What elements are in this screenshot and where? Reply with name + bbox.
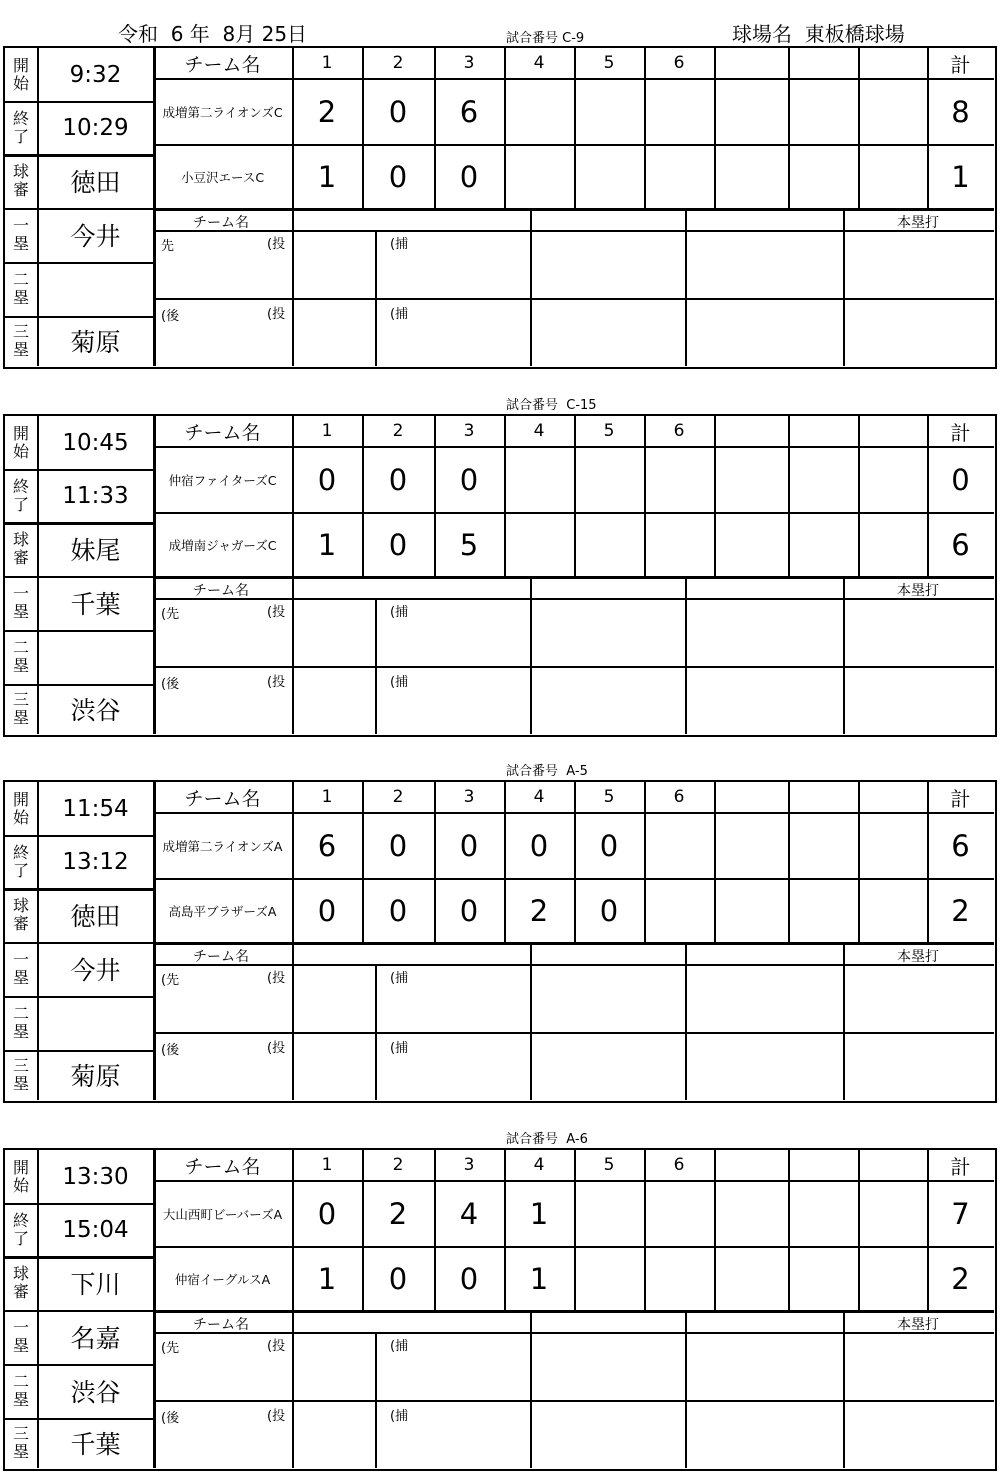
umpire-third-base-value: 渋谷 [70, 696, 121, 725]
inning-score: 6 [317, 828, 337, 863]
inning-score [504, 79, 574, 144]
team-name: 小豆沢エースC [180, 169, 265, 185]
end-time-label: 終 了 [12, 1210, 29, 1248]
total-header: 計 [950, 52, 971, 77]
first-team-label: (先 [161, 1341, 180, 1356]
last-catcher-label: (捕 [390, 675, 409, 690]
last-pitcher-label: (投 [267, 675, 286, 690]
inning-score [504, 447, 574, 512]
start-time-value: 10:45 [62, 429, 129, 456]
inning-score: 2 [317, 94, 337, 129]
scoresheet-block [3, 1148, 997, 1471]
umpire-second-base-value [38, 262, 153, 316]
inning-score: 1 [317, 527, 337, 562]
start-time-value: 9:32 [69, 61, 122, 88]
inning-score [644, 1247, 714, 1310]
last-team-label: (後 [161, 677, 180, 692]
inning-header: 3 [463, 1155, 475, 1175]
game-number: 試合番号 A-5 [506, 764, 588, 779]
inning-header: 1 [321, 1155, 333, 1175]
inning-score [574, 145, 644, 208]
last-team-label: (後 [161, 309, 180, 324]
umpire-second-base-value [38, 630, 153, 684]
umpire-third-base-value: 菊原 [70, 1062, 121, 1091]
umpire-plate-value: 徳田 [70, 168, 121, 197]
umpire-first-base-label: 一 塁 [12, 1318, 29, 1355]
team-total: 7 [951, 1196, 970, 1231]
first-pitcher-label: (投 [267, 237, 286, 252]
team-name-header: チーム名 [184, 1155, 261, 1178]
inning-score: 0 [317, 893, 337, 928]
game-number: 試合番号 A-6 [506, 1132, 588, 1147]
end-time-label: 終 了 [12, 476, 29, 514]
umpire-plate-label: 球 審 [12, 1264, 29, 1301]
last-catcher-label: (捕 [390, 307, 409, 322]
home-run-header: 本塁打 [897, 1317, 939, 1333]
scoresheet-block [3, 780, 997, 1103]
umpire-plate-label: 球 審 [12, 530, 29, 567]
team-total: 6 [951, 527, 970, 562]
inning-score [644, 145, 714, 208]
inning-header: 5 [603, 787, 615, 807]
inning-header: 1 [321, 787, 333, 807]
team-name: 成増第二ライオンズC [162, 104, 283, 120]
inning-score: 1 [529, 1196, 549, 1231]
inning-score: 6 [459, 94, 479, 129]
first-team-label: (先 [161, 607, 180, 622]
inning-score [644, 813, 714, 878]
inning-score: 0 [599, 893, 619, 928]
last-catcher-label: (捕 [390, 1041, 409, 1056]
umpire-second-base-label: 二 塁 [12, 1372, 29, 1409]
inning-score: 1 [529, 1261, 549, 1296]
umpire-plate-label: 球 審 [12, 162, 29, 199]
first-pitcher-label: (投 [267, 605, 286, 620]
home-run-header: 本塁打 [897, 949, 939, 965]
end-time-label: 終 了 [12, 842, 29, 880]
inning-header: 5 [603, 421, 615, 441]
umpire-second-base-value: 渋谷 [70, 1378, 121, 1407]
umpire-plate-label: 球 審 [12, 896, 29, 933]
start-time-label: 開 始 [12, 55, 29, 93]
total-header: 計 [950, 1154, 971, 1179]
lower-team-name-header: チーム名 [193, 583, 249, 599]
inning-header: 4 [533, 421, 545, 441]
start-time-label: 開 始 [12, 423, 29, 461]
inning-score: 1 [317, 159, 337, 194]
venue: 球場名 東板橋球場 [732, 22, 905, 46]
team-total: 6 [951, 828, 970, 863]
inning-score: 0 [459, 462, 479, 497]
team-name-header: チーム名 [184, 787, 261, 810]
first-catcher-label: (捕 [390, 605, 409, 620]
last-team-label: (後 [161, 1411, 180, 1426]
home-run-header: 本塁打 [897, 215, 939, 231]
team-name: 大山西町ビーバーズA [162, 1206, 283, 1222]
team-total: 0 [951, 462, 970, 497]
inning-score: 0 [388, 527, 408, 562]
inning-header: 6 [673, 787, 685, 807]
end-time-value: 15:04 [62, 1216, 129, 1243]
start-time-label: 開 始 [12, 1157, 29, 1195]
total-header: 計 [950, 786, 971, 811]
team-total: 2 [951, 893, 970, 928]
inning-header: 6 [673, 53, 685, 73]
inning-score [574, 513, 644, 576]
inning-score [574, 79, 644, 144]
team-total: 1 [951, 159, 970, 194]
inning-header: 3 [463, 53, 475, 73]
inning-score: 0 [459, 893, 479, 928]
inning-header: 1 [321, 53, 333, 73]
lower-team-name-header: チーム名 [193, 215, 249, 231]
umpire-third-base-value: 千葉 [70, 1430, 121, 1459]
inning-score: 0 [459, 1261, 479, 1296]
inning-score [574, 447, 644, 512]
inning-score [574, 1181, 644, 1246]
umpire-first-base-value: 今井 [70, 222, 121, 251]
last-pitcher-label: (投 [267, 1409, 286, 1424]
team-name-header: チーム名 [184, 421, 261, 444]
umpire-third-base-label: 三 塁 [12, 1056, 29, 1093]
inning-score: 0 [599, 828, 619, 863]
inning-score: 0 [388, 159, 408, 194]
start-time-label: 開 始 [12, 789, 29, 827]
inning-header: 5 [603, 53, 615, 73]
umpire-plate-value: 下川 [70, 1270, 121, 1299]
total-header: 計 [950, 420, 971, 445]
inning-score: 0 [388, 1261, 408, 1296]
team-total: 8 [951, 94, 970, 129]
inning-score [644, 1181, 714, 1246]
umpire-second-base-label: 二 塁 [12, 1004, 29, 1041]
umpire-third-base-label: 三 塁 [12, 322, 29, 359]
inning-score [574, 1247, 644, 1310]
start-time-value: 11:54 [62, 795, 129, 822]
scoresheet-block [3, 46, 997, 369]
inning-score: 0 [388, 462, 408, 497]
team-name: 仲宿ファイターズC [168, 472, 277, 488]
inning-score: 0 [388, 94, 408, 129]
last-pitcher-label: (投 [267, 307, 286, 322]
inning-header: 4 [533, 787, 545, 807]
last-catcher-label: (捕 [390, 1409, 409, 1424]
end-time-value: 10:29 [62, 114, 129, 141]
inning-score: 0 [388, 828, 408, 863]
date: 令和 6 年 8月 25日 [118, 22, 308, 46]
first-team-label: (先 [161, 973, 180, 988]
inning-score [644, 447, 714, 512]
inning-header: 3 [463, 787, 475, 807]
first-catcher-label: (捕 [390, 237, 409, 252]
inning-score [644, 79, 714, 144]
umpire-second-base-label: 二 塁 [12, 270, 29, 307]
umpire-third-base-value: 菊原 [70, 328, 121, 357]
inning-header: 2 [392, 421, 404, 441]
team-name: 仲宿イーグルスA [174, 1271, 271, 1287]
inning-score: 0 [388, 893, 408, 928]
team-name-header: チーム名 [184, 53, 261, 76]
lower-team-name-header: チーム名 [193, 949, 249, 965]
home-run-header: 本塁打 [897, 583, 939, 599]
umpire-third-base-label: 三 塁 [12, 1424, 29, 1461]
umpire-second-base-value [38, 996, 153, 1050]
inning-score: 4 [459, 1196, 479, 1231]
lower-team-name-header: チーム名 [193, 1317, 249, 1333]
inning-score: 2 [388, 1196, 408, 1231]
first-team-label: 先 [161, 239, 175, 254]
inning-header: 5 [603, 1155, 615, 1175]
inning-score: 0 [529, 828, 549, 863]
inning-header: 2 [392, 53, 404, 73]
inning-score: 0 [459, 159, 479, 194]
inning-header: 6 [673, 421, 685, 441]
first-pitcher-label: (投 [267, 1339, 286, 1354]
inning-score: 2 [529, 893, 549, 928]
inning-score: 1 [317, 1261, 337, 1296]
game-number: 試合番号 C-9 [506, 31, 585, 46]
first-catcher-label: (捕 [390, 971, 409, 986]
umpire-first-base-label: 一 塁 [12, 584, 29, 621]
game-number: 試合番号 C-15 [506, 398, 597, 413]
umpire-second-base-label: 二 塁 [12, 638, 29, 675]
inning-score [504, 513, 574, 576]
end-time-value: 13:12 [62, 848, 129, 875]
inning-score: 0 [317, 462, 337, 497]
team-name: 成増第二ライオンズA [162, 838, 283, 854]
umpire-plate-value: 徳田 [70, 902, 121, 931]
inning-header: 2 [392, 1155, 404, 1175]
end-time-label: 終 了 [12, 108, 29, 146]
inning-score: 0 [317, 1196, 337, 1231]
team-total: 2 [951, 1261, 970, 1296]
last-pitcher-label: (投 [267, 1041, 286, 1056]
team-name: 高島平ブラザーズA [168, 903, 277, 919]
umpire-first-base-value: 名嘉 [70, 1324, 121, 1353]
umpire-plate-value: 妹尾 [70, 536, 121, 565]
team-name: 成増南ジャガーズC [168, 537, 277, 553]
inning-header: 4 [533, 1155, 545, 1175]
start-time-value: 13:30 [62, 1163, 129, 1190]
inning-header: 2 [392, 787, 404, 807]
inning-header: 3 [463, 421, 475, 441]
scoresheet-block [3, 414, 997, 737]
inning-header: 4 [533, 53, 545, 73]
inning-header: 1 [321, 421, 333, 441]
inning-score [504, 145, 574, 208]
umpire-first-base-value: 今井 [70, 956, 121, 985]
first-catcher-label: (捕 [390, 1339, 409, 1354]
inning-score [644, 513, 714, 576]
inning-header: 6 [673, 1155, 685, 1175]
umpire-first-base-label: 一 塁 [12, 216, 29, 253]
umpire-third-base-label: 三 塁 [12, 690, 29, 727]
inning-score [644, 879, 714, 942]
umpire-first-base-label: 一 塁 [12, 950, 29, 987]
end-time-value: 11:33 [62, 482, 129, 509]
umpire-first-base-value: 千葉 [70, 590, 121, 619]
first-pitcher-label: (投 [267, 971, 286, 986]
last-team-label: (後 [161, 1043, 180, 1058]
inning-score: 0 [459, 828, 479, 863]
inning-score: 5 [459, 527, 479, 562]
